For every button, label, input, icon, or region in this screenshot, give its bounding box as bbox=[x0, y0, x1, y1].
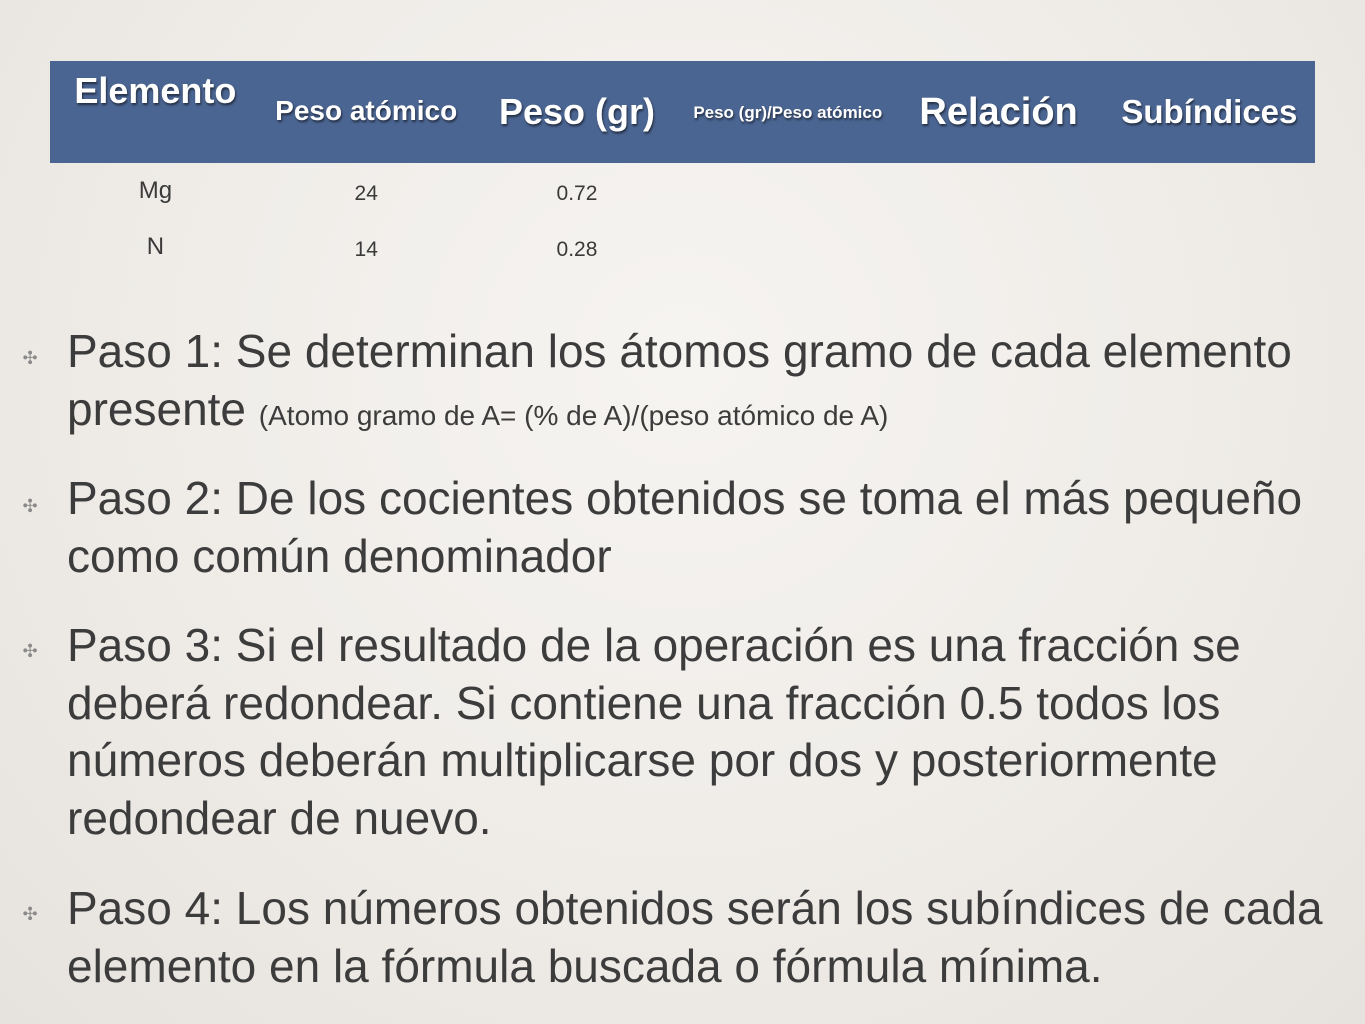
data-table bbox=[50, 61, 1315, 275]
cell-peso-gr: 0.28 bbox=[556, 238, 598, 261]
bullet-line: deberá redondear. Si contiene una fracción 0.5 todos los bbox=[67, 676, 1221, 729]
four-point-star-icon: ✣ bbox=[22, 641, 38, 662]
bullet-line: Paso 3: Si el resultado de la operación es una fracción se bbox=[67, 619, 1241, 671]
bullet-line: Paso 2: De los cocientes obtenidos se toma el más pequeño bbox=[67, 472, 1303, 524]
bullet-line bbox=[67, 381, 1365, 445]
header-relacion: Relación bbox=[919, 91, 1078, 133]
table-header-row bbox=[50, 61, 1315, 163]
four-point-star-icon: ✣ bbox=[22, 348, 38, 369]
table-row bbox=[50, 219, 1315, 275]
bullet-line: Paso 4: Los números obtenidos serán los subíndices de cada bbox=[67, 882, 1323, 934]
cell-relacion bbox=[893, 219, 1104, 275]
four-point-star-icon: ✣ bbox=[22, 904, 38, 925]
cell-relacion bbox=[893, 163, 1104, 219]
bullet-line: como común denominador bbox=[67, 529, 612, 582]
cell-peso-gr: 0.72 bbox=[556, 182, 598, 205]
bullet-line: elemento en la fórmula buscada o fórmula mínima. bbox=[67, 939, 1103, 992]
header-peso-atomico: Peso atómico bbox=[275, 95, 458, 126]
cell-elemento: Mg bbox=[138, 177, 173, 204]
four-point-star-icon: ✣ bbox=[22, 496, 38, 517]
header-subindices: Subíndices bbox=[1121, 93, 1298, 130]
table-row bbox=[50, 163, 1315, 219]
bullet-line: Paso 1: Se determinan los átomos gramo de cada elemento bbox=[67, 325, 1292, 377]
bullet-line-main: presente bbox=[67, 382, 259, 435]
bullet-line: redondear de nuevo. bbox=[67, 791, 492, 844]
cell-peso-atomico: 14 bbox=[354, 238, 378, 261]
cell-peso-atomico: 24 bbox=[354, 182, 378, 205]
bullet-text bbox=[67, 323, 1365, 444]
bullet-text bbox=[67, 617, 1365, 847]
bullet-text bbox=[67, 880, 1365, 995]
bullet-line-note: (Atomo gramo de A= (% de A)/(peso atómico de A) bbox=[258, 399, 889, 431]
cell-elemento: N bbox=[146, 233, 165, 260]
header-peso-gr: Peso (gr) bbox=[498, 91, 655, 132]
header-elemento: Elemento bbox=[74, 70, 237, 111]
cell-ratio bbox=[682, 219, 893, 275]
bullet-text bbox=[67, 470, 1365, 585]
cell-subindices bbox=[1104, 219, 1315, 275]
header-peso-ratio: Peso (gr)/Peso atómico bbox=[693, 103, 883, 122]
cell-ratio bbox=[682, 163, 893, 219]
bullet-line: números deberán multiplicarse por dos y posteriormente bbox=[67, 734, 1218, 786]
cell-subindices bbox=[1104, 163, 1315, 219]
